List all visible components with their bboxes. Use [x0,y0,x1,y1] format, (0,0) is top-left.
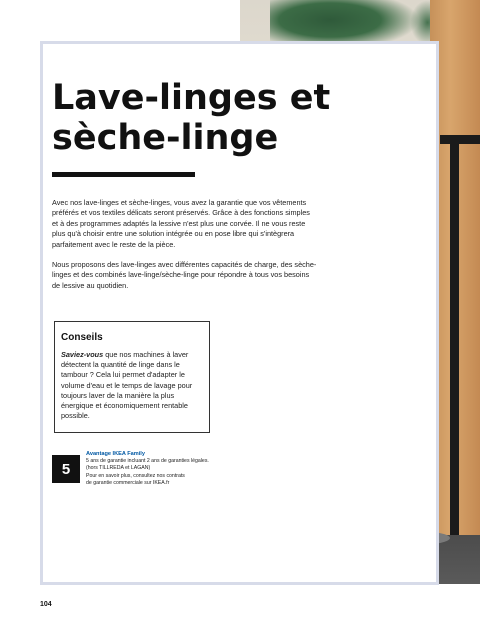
tips-heading: Conseils [61,332,103,343]
page-number: 104 [40,601,52,608]
intro-paragraph-1: Avec nos lave-linges et sèche-linges, vous avez la garantie que vos vêtements préférés et vos textiles délicats seront préservés. Grâce à des fonctions simples et à des programmes adaptés la lessive n'est plus une corvée. Il ne vous reste plus qu'à choisir entre une solution intégrée ou en pose libre qui s'intègrera parfaitement avec le reste de la pièce. [52,198,310,249]
title-underline [52,172,195,177]
warranty-years-badge: 5 [52,455,80,483]
title-line-2: sèche-linge [52,118,279,158]
warranty-info [86,451,276,487]
tips-box [54,321,210,433]
warranty-line-2: (hors TILLREDA et LAGAN) [86,465,151,472]
tips-body [61,350,203,421]
warranty-heading: Avantage IKEA Family [86,451,145,457]
tips-lead: Saviez-vous [61,350,104,359]
page-title [52,78,352,158]
warranty-line-1: 5 ans de garantie incluant 2 ans de garanties légales. [86,458,209,465]
intro-text [52,198,317,301]
title-line-1: Lave-linges et [52,78,331,118]
dark-frame-side [450,135,459,584]
plant-leaves [270,0,420,50]
warranty-line-4: de garantie commerciale sur IKEA.fr [86,479,170,486]
warranty-line-3: Pour en savoir plus, consultez nos contrats [86,472,185,479]
tips-text: que nos machines à laver détectent la quantité de linge dans le tambour ? Cela lui permet d'adapter le volume d'eau et le temps de lavage pour toujours laver de la manière la plus énergique et économiquement rentable possible. [61,350,193,421]
dark-frame-top [440,135,480,144]
intro-paragraph-2: Nous proposons des lave-linges avec différentes capacités de charge, des sèche-linges et des combinés lave-linge/sèche-linge pour répondre à tous vos besoins de lessive au quotidien. [52,260,317,290]
